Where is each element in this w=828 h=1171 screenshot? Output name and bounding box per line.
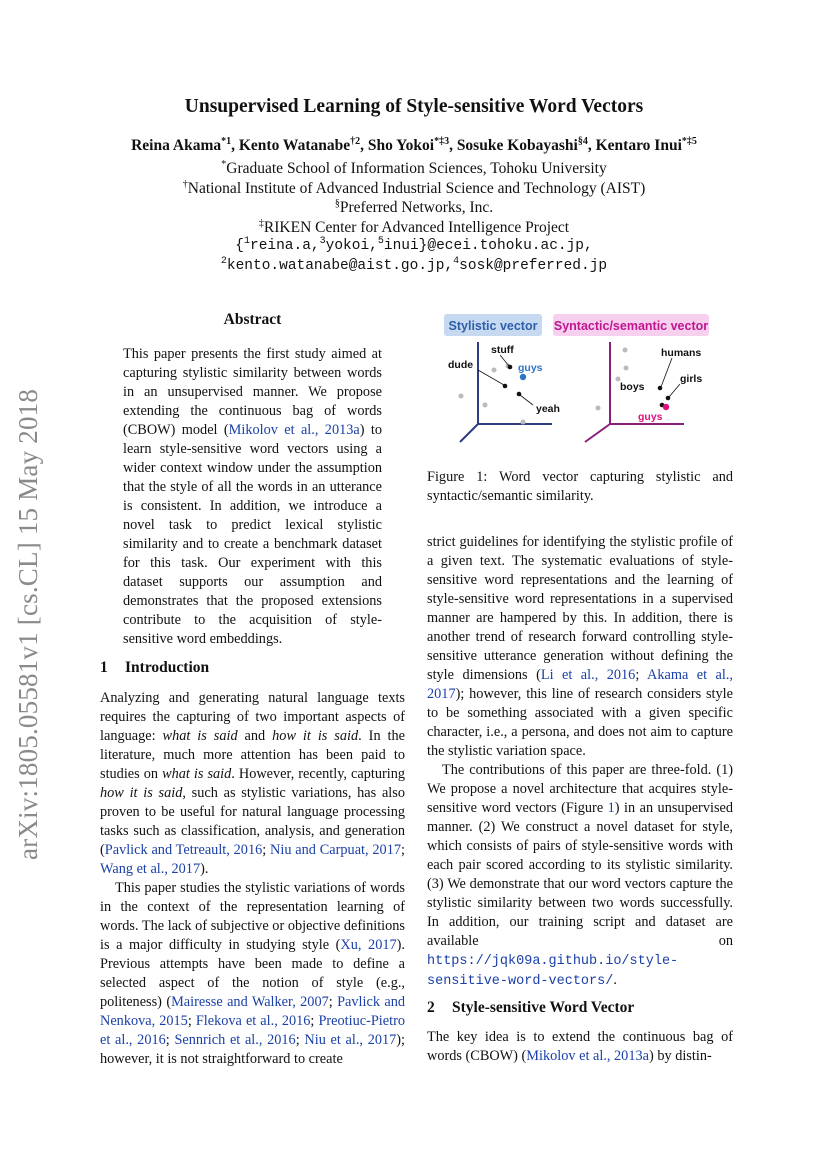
email-line (0, 237, 828, 257)
section-heading-style-sensitive (427, 999, 634, 1017)
citation-link[interactable]: Wang et al., 2017 (100, 861, 201, 877)
stylistic-axes (460, 342, 552, 442)
section2-text (427, 1028, 733, 1066)
citation-link[interactable]: Mikolov et al., 2013a (228, 422, 360, 438)
abstract-body (123, 345, 382, 649)
citation-link[interactable]: Akama et al., 2017 (427, 667, 734, 702)
affiliation-text: National Institute of Advanced Industrial Science and Technology (AIST) (187, 179, 646, 197)
data-point (521, 420, 526, 425)
data-point (623, 348, 628, 353)
affiliation-text: Preferred Networks, Inc. (339, 199, 494, 216)
abstract-heading: Abstract (223, 311, 282, 328)
email-mark: 4 (453, 255, 460, 267)
word-label: guys (518, 362, 543, 374)
data-point (459, 394, 464, 399)
email-line (0, 257, 828, 277)
word-label: guys (638, 411, 663, 423)
introduction-text (100, 689, 405, 1069)
paragraph: The key idea is to extend the continuous bag of words (CBOW) (Mikolov et al., 2013a) by distin- (427, 1029, 733, 1064)
affiliation-line (0, 179, 828, 199)
author-name: Kento Watanabe (238, 137, 351, 154)
figure-reference-link[interactable]: 1 (607, 800, 615, 816)
word-label: humans (661, 347, 702, 359)
section-heading-introduction (100, 659, 209, 677)
citation-link[interactable]: Preotiuc-Pietro et al., 2016 (100, 1013, 405, 1048)
author-mark: §4 (577, 135, 588, 147)
citation-link[interactable]: Mikolov et al., 2013a (526, 1048, 649, 1064)
affiliation-text: Graduate School of Information Sciences, Tohoku University (226, 160, 607, 177)
paragraph: Analyzing and generating natural language texts requires the capturing of two important aspects of language: what is said and how it is said. In the literature, much more attention has been paid to studies on what is said. However, recently, capturing how it is said, such as stylistic variations, has also proven to be useful for natural language processing tasks such as classification, analysis, and generation (Pavlick and Tetreault, 2016; Niu and Carpuat, 2017; Wang et al., 2017). (100, 690, 406, 877)
citation-link[interactable]: Niu and Carpuat, 2017 (270, 842, 402, 858)
figure-word-vectors (440, 312, 735, 460)
paper-title: Unsupervised Learning of Style-sensitive Word Vectors (184, 96, 644, 117)
affiliation-line (0, 218, 828, 238)
author-name: Sosuke Kobayashi (456, 137, 578, 154)
author-name: Reina Akama (131, 137, 222, 154)
email-mark: 3 (319, 236, 326, 248)
author-mark: *1 (221, 135, 232, 147)
author-mark: †2 (350, 135, 361, 147)
author-list: Reina Akama$^{*1}$, Kento Watanabe$^{\dagger 2}$, Sho Yokoi$^{*\ddagger 3}$, Sosuke Kobayashi$^{\S 4}$, Kentaro Inui$^{*\ddagger 5}$ (131, 135, 697, 154)
affiliation-mark: ‡ (258, 217, 264, 229)
email-text: { (235, 238, 244, 254)
email-mark: 1 (243, 236, 250, 248)
section-title: Style-sensitive Word Vector (452, 999, 635, 1016)
affiliations (0, 159, 828, 276)
word-label: boys (620, 381, 645, 393)
email-mark: 2 (220, 255, 227, 267)
data-point (492, 368, 497, 373)
author-mark: *‡3 (434, 135, 450, 147)
citation-link[interactable]: Li et al., 2016 (540, 667, 636, 683)
affiliation-text: RIKEN Center for Advanced Intelligence Project (263, 218, 570, 236)
label-leader (661, 358, 672, 387)
affiliation-line (0, 159, 828, 179)
word-point-guys (520, 374, 526, 380)
data-point (596, 406, 601, 411)
citation-link[interactable]: Flekova et al., 2016 (195, 1013, 311, 1029)
dataset-url-link[interactable]: https://jqk09a.github.io/style-sensitive-word-vectors/ (427, 954, 679, 989)
abstract-text: ) to learn style-sensitive word vectors using a wider context window under the assumption that the style of all the words in an utterance is consistent. In addition, we introduce a novel task to predict lexical stylistic similarity and to create a benchmark dataset for this task. Our experiment with this dataset supports our assumption and demonstrates that the proposed extensions contribute to the acquisition of style-sensitive word embeddings. (123, 422, 383, 647)
email-text: yokoi, (325, 238, 378, 254)
author-name: Sho Yokoi (367, 137, 435, 154)
data-point (624, 366, 629, 371)
word-label: girls (680, 373, 703, 385)
paragraph: strict guidelines for identifying the stylistic profile of a given text. The systematic evaluations of style-sensitive word representations and the learning of style-sensitive word representations in a supervised manner are hampered by this. In addition, there is another trend of research forward controlling style-sensitive utterance generation without defining the style dimensions (Li et al., 2016; Akama et al., 2017); however, this line of research considers style to be something associated with a given specific character, i.e., a persona, and does not aim to capture the stylistic variation space. (427, 534, 734, 759)
paragraph: The contributions of this paper are three-fold. (1) We propose a novel architecture that acquires style-sensitive word vectors (Figure 1) in an unsupervised manner. (2) We construct a novel dataset for style, which consists of pairs of style-sensitive words with each pair scored according to its stylistic similarity. (3) We demonstrate that our word vectors capture the stylistic similarity between two words successfully. In addition, our training script and dataset are available on https://jqk09a.github.io/style-sensitive-word-vectors/. (427, 762, 733, 989)
right-column-text (427, 533, 733, 991)
email-text: reina.a, (250, 238, 320, 254)
email-mark: 5 (377, 236, 384, 248)
syntactic-vector-label: Syntactic/semantic vector (553, 319, 709, 333)
author-name: Kentaro Inui (595, 137, 682, 154)
section-number: 2 (427, 999, 435, 1016)
author-mark: *‡5 (681, 135, 697, 147)
figure-caption: Figure 1: Word vector capturing stylistic and syntactic/semantic similarity. (427, 469, 733, 504)
arxiv-identifier: arXiv:1805.05581v1 [cs.CL] 15 May 2018 (13, 388, 43, 860)
stylistic-vector-label: Stylistic vector (448, 319, 538, 333)
affiliation-mark: † (182, 178, 188, 190)
citation-link[interactable]: Pavlick and Nenkova, 2015 (100, 994, 406, 1029)
section-title: Introduction (125, 659, 210, 676)
affiliation-mark: * (221, 158, 227, 170)
data-point (483, 403, 488, 408)
label-leader (520, 395, 533, 405)
citation-link[interactable]: Sennrich et al., 2016 (174, 1032, 296, 1048)
word-point-guys-syntactic (663, 404, 669, 410)
citation-link[interactable]: Xu, 2017 (340, 937, 397, 953)
abstract-text: This paper presents the first study aimed at capturing stylistic similarity between words in an unsupervised manner. We propose extending the continuous bag of words (CBOW) model ( (123, 346, 382, 438)
email-text: sosk@preferred.jp (459, 257, 608, 274)
label-leader (669, 384, 680, 397)
word-label: dude (448, 359, 474, 371)
citation-link[interactable]: Pavlick and Tetreault, 2016 (104, 842, 263, 858)
citation-link[interactable]: Mairesse and Walker, 2007 (171, 994, 329, 1010)
affiliation-mark: § (334, 197, 340, 209)
label-leader (478, 370, 504, 385)
section-number: 1 (100, 659, 108, 676)
label-leader (500, 355, 509, 366)
email-text: inui}@ecei.tohoku.ac.jp, (383, 238, 593, 254)
affiliation-line (0, 198, 828, 218)
word-label: stuff (491, 344, 514, 356)
paragraph: This paper studies the stylistic variations of words in the context of the representation learning of words. The lack of subjective or objective definitions is a major difficulty in studying style (Xu, 2017). Previous attempts have been made to define a selected aspect of the notion of style (e.g., politeness) (Mairesse and Walker, 2007; Pavlick and Nenkova, 2015; Flekova et al., 2016; Preotiuc-Pietro et al., 2016; Sennrich et al., 2016; Niu et al., 2017); however, it is not straightforward to create (100, 880, 406, 1067)
citation-link[interactable]: Niu et al., 2017 (304, 1032, 397, 1048)
email-text: kento.watanabe@aist.go.jp, (226, 257, 454, 274)
word-label: yeah (536, 403, 560, 415)
